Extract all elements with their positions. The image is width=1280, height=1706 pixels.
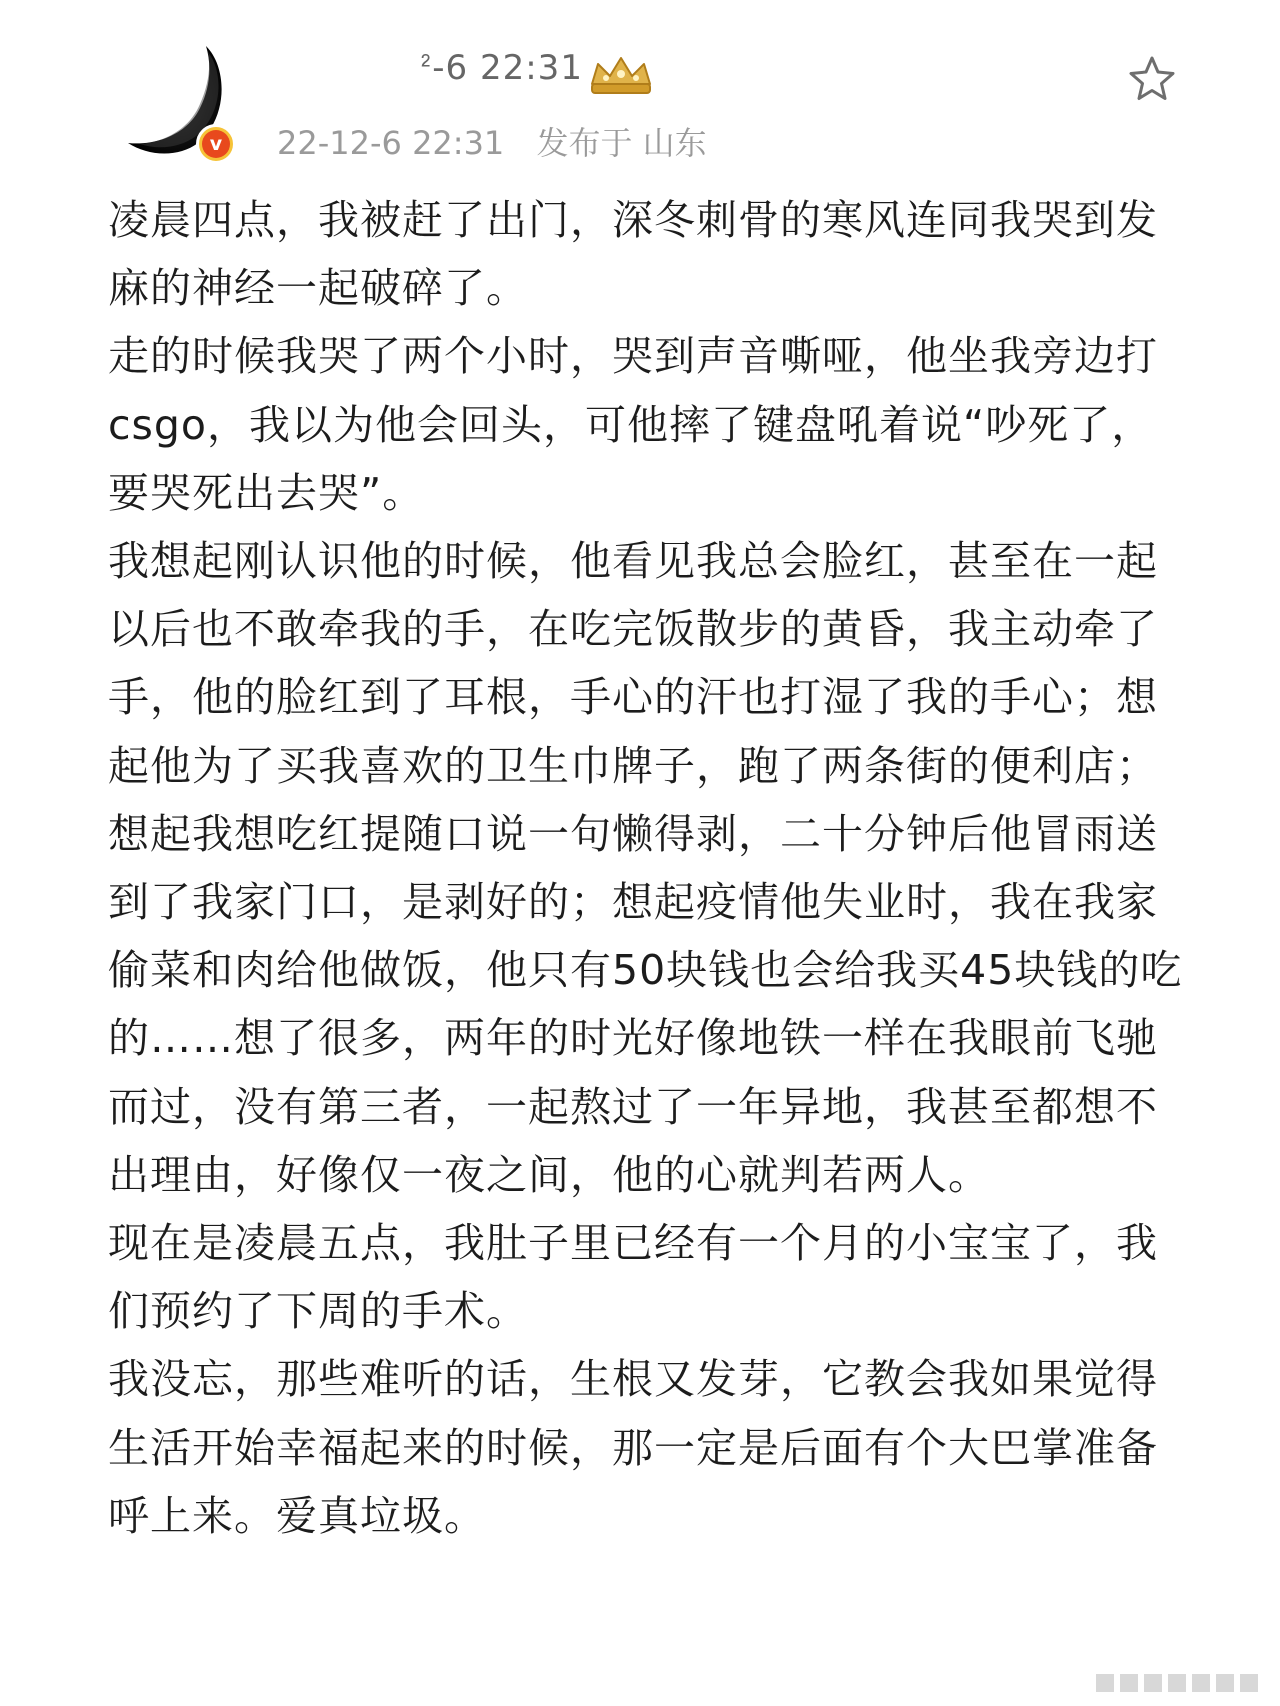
username-fragment[interactable]: ᒾ-6 22:31 [420, 48, 583, 88]
post-body [108, 186, 1188, 1550]
verified-badge-icon [196, 124, 236, 164]
watermark-icon [1094, 1668, 1264, 1698]
verified-v-mark: v [202, 130, 230, 158]
post-timestamp: 22-12-6 22:31 [277, 124, 505, 162]
post-meta [277, 118, 729, 164]
post-paragraph: 走的时候我哭了两个小时，哭到声音嘶哑，他坐我旁边打csgo，我以为他会回头，可他摔了键盘吼着说“吵死了，要哭死出去哭”。 [108, 332, 1158, 517]
post-paragraph: 凌晨四点，我被赶了出门，深冬刺骨的寒风连同我哭到发麻的神经一起破碎了。 [108, 196, 1158, 313]
star-icon[interactable] [1127, 54, 1177, 104]
post-header [0, 0, 1280, 175]
post-paragraph: 我没忘，那些难听的话，生根又发芽，它教会我如果觉得生活开始幸福起来的时候，那一定是后面有个大巴掌准备呼上来。爱真垃圾。 [108, 1355, 1158, 1540]
post-paragraph: 我想起刚认识他的时候，他看见我总会脸红，甚至在一起以后也不敢牵我的手，在吃完饭散步的黄昏，我主动牵了手，他的脸红到了耳根，手心的汗也打湿了我的手心；想起他为了买我喜欢的卫生巾牌子，跑了两条街的便利店；想起我想吃红提随口说一句懒得剥，二十分钟后他冒雨送到了我家门口，是剥好的；想起疫情他失业时，我在我家偷菜和肉给他做饭，他只有50块钱也会给我买45块钱的吃的……想了很多，两年的时光好像地铁一样在我眼前飞驰而过，没有第三者，一起熬过了一年异地，我甚至都想不出理由，好像仅一夜之间，他的心就判若两人。 [108, 537, 1183, 1199]
post-paragraph: 现在是凌晨五点，我肚子里已经有一个月的小宝宝了，我们预约了下周的手术。 [108, 1219, 1158, 1336]
crown-icon [588, 54, 654, 96]
post-location: 发布于 山东 [536, 124, 707, 162]
